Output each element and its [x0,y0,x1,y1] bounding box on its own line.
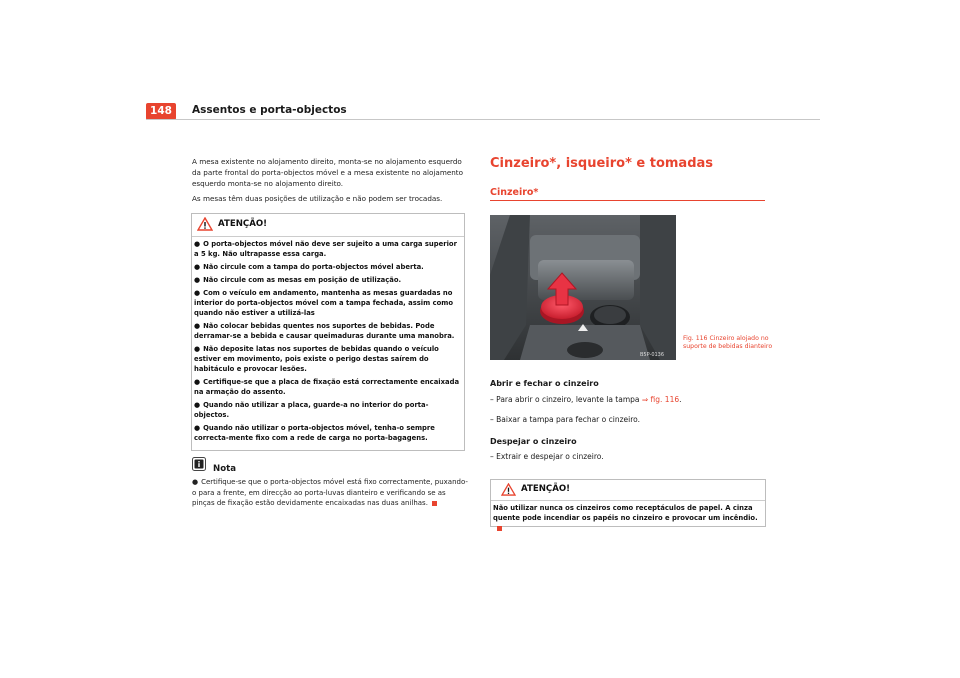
end-marker-icon [432,501,437,506]
bullet-icon: ● [194,322,201,330]
positions-paragraph: As mesas têm duas posições de utilização e não podem ser trocadas. [192,194,443,203]
warning-list [194,239,462,446]
warning-item: ● Quando não utilizar a placa, guarde-a no interior do porta-objectos. [194,401,429,419]
instruction-step: – Extrair e despejar o cinzeiro. [490,452,604,461]
warning-title: ATENÇÃO! [521,484,571,494]
bullet-icon: ● [194,240,201,248]
section-title: Cinzeiro*, isqueiro* e tomadas [490,156,714,171]
warning-triangle-icon [197,217,213,231]
end-marker-icon [497,526,502,531]
empty-heading: Despejar o cinzeiro [490,437,577,446]
bullet-icon: ● [194,424,201,432]
figure-caption: Fig. 116 Cinzeiro alojado no suporte de bebidas dianteiro [683,335,773,350]
warning-item: ● Não circule com a tampa do porta-objectos móvel aberta. [194,263,424,271]
bullet-icon: ● [194,345,201,353]
bullet-icon: ● [194,378,201,386]
bullet-icon: ● [194,401,201,409]
intro-paragraph: A mesa existente no alojamento direito, monta-se no alojamento esquerdo da parte frontal do porta-objectos móvel e a mesa existente no alojamento esquerdo monta-se no alojamento direito. [192,157,464,188]
warning-item: ● Quando não utilizar o porta-objectos móvel, tenha-o sempre correcta-mente fixo com a rede de carga no porta-bagagens. [194,424,435,442]
figure-reference-link[interactable]: ⇒ fig. 116 [641,395,680,404]
subsection-divider [490,200,765,201]
header-title: Assentos e porta-objectos [192,104,347,116]
header-divider [146,119,820,120]
bullet-icon: ● [194,276,201,284]
warning-box-right [490,479,766,527]
bullet-icon: ● [192,478,199,486]
bullet-icon: ● [194,263,201,271]
warning-item: ● Não colocar bebidas quentes nos suportes de bebidas. Pode derramar-se a bebida e causar queimaduras durante uma manobra. [194,322,455,340]
bullet-icon: ● [194,289,201,297]
note-text: ● Certifique-se que o porta-objectos móvel está fixo correctamente, puxando-o para a frente, em direcção ao porta-luvas dianteiro e verificando se as pinças de fixação estão devidamente encaixadas nas duas anilhas. [192,478,468,507]
warning-item: ● Com o veículo em andamento, mantenha as mesas guardadas no interior do porta-objectos móvel com a tampa fechada, assim como quando não estiver a utilizá-las [194,289,454,317]
page-number: 148 [146,103,176,120]
figure-code: B5P-0136 [640,352,665,358]
instruction-step: – Baixar a tampa para fechar o cinzeiro. [490,415,640,424]
warning-box-left [191,213,465,451]
open-close-heading: Abrir e fechar o cinzeiro [490,379,599,388]
note-title: Nota [213,464,237,474]
warning-header [192,214,464,237]
warning-text: Não utilizar nunca os cinzeiros como receptáculos de papel. A cinza quente pode incendiar os papéis no cinzeiro e provocar um incêndio. [493,503,763,533]
ashtray-figure [490,215,676,360]
subsection-title: Cinzeiro* [490,187,539,198]
warning-header [491,480,765,501]
warning-item: ● Não deposite latas nos suportes de bebidas quando o veículo estiver em movimento, pois existe o perigo destas saírem do habitáculo e provocar lesões. [194,345,439,373]
warning-title: ATENÇÃO! [218,219,268,229]
warning-item: ● Não circule com as mesas em posição de utilização. [194,276,402,284]
warning-item: ● O porta-objectos móvel não deve ser sujeito a uma carga superior a 5 kg. Não ultrapasse essa carga. [194,240,457,258]
warning-triangle-icon [501,483,516,496]
warning-item: ● Certifique-se que a placa de fixação está correctamente encaixada na armação do assento. [194,378,460,396]
instruction-step: – Para abrir o cinzeiro, levante la tampa ⇒ fig. 116. [490,395,682,404]
note-info-icon [192,457,206,471]
